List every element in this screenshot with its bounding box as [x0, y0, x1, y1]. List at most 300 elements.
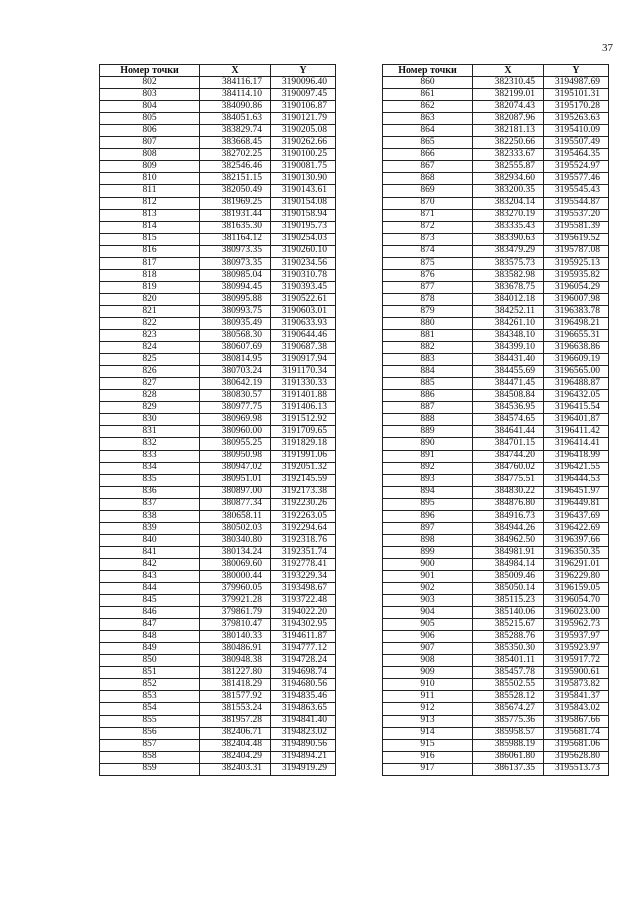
y-cell: 3190644.46	[271, 330, 336, 342]
y-cell: 3195962.73	[544, 619, 609, 631]
y-cell: 3193229.34	[271, 570, 336, 582]
x-cell: 383668.45	[200, 137, 271, 149]
y-cell: 3196449.81	[544, 498, 609, 510]
y-cell: 3191330.33	[271, 378, 336, 390]
table-row	[100, 354, 336, 366]
point-number-cell: 867	[383, 161, 473, 173]
point-number-cell: 854	[100, 703, 200, 715]
point-number-cell: 882	[383, 342, 473, 354]
point-number-cell: 892	[383, 462, 473, 474]
table-row	[383, 197, 609, 209]
table-row	[383, 305, 609, 317]
x-cell: 384981.91	[473, 546, 544, 558]
x-cell: 380502.03	[200, 522, 271, 534]
y-cell: 3196498.21	[544, 317, 609, 329]
x-cell: 384641.44	[473, 426, 544, 438]
point-number-cell: 849	[100, 643, 200, 655]
point-number-cell: 809	[100, 161, 200, 173]
y-cell: 3194823.02	[271, 727, 336, 739]
point-number-cell: 905	[383, 619, 473, 631]
y-cell: 3190081.75	[271, 161, 336, 173]
point-number-cell: 864	[383, 125, 473, 137]
x-cell: 386137.35	[473, 763, 544, 775]
x-cell: 380642.19	[200, 378, 271, 390]
table-row	[383, 317, 609, 329]
table-row	[383, 221, 609, 233]
table-row	[383, 173, 609, 185]
table-row	[383, 378, 609, 390]
point-number-cell: 913	[383, 715, 473, 727]
x-cell: 383479.29	[473, 245, 544, 257]
x-cell: 384944.26	[473, 522, 544, 534]
table-row	[383, 763, 609, 775]
table-row	[383, 486, 609, 498]
point-number-cell: 915	[383, 739, 473, 751]
y-cell: 3190154.08	[271, 197, 336, 209]
table-row	[383, 257, 609, 269]
y-cell: 3192230.26	[271, 498, 336, 510]
point-number-cell: 891	[383, 450, 473, 462]
table-row	[383, 727, 609, 739]
point-number-cell: 856	[100, 727, 200, 739]
table-row	[100, 426, 336, 438]
point-number-cell: 884	[383, 366, 473, 378]
table-row	[383, 233, 609, 245]
x-cell: 380000.44	[200, 570, 271, 582]
point-number-cell: 911	[383, 691, 473, 703]
point-number-cell: 820	[100, 293, 200, 305]
point-number-cell: 832	[100, 438, 200, 450]
x-cell: 385528.12	[473, 691, 544, 703]
y-cell: 3191170.34	[271, 366, 336, 378]
table-row	[100, 378, 336, 390]
y-cell: 3190633.93	[271, 317, 336, 329]
x-cell: 383678.75	[473, 281, 544, 293]
x-cell: 382151.15	[200, 173, 271, 185]
table-row	[383, 691, 609, 703]
table-row	[383, 474, 609, 486]
point-number-cell: 894	[383, 486, 473, 498]
table-row	[383, 293, 609, 305]
y-cell: 3196414.41	[544, 438, 609, 450]
table-row	[100, 679, 336, 691]
x-cell: 380973.35	[200, 257, 271, 269]
y-cell: 3195628.80	[544, 751, 609, 763]
y-cell: 3196418.99	[544, 450, 609, 462]
y-cell: 3191406.13	[271, 402, 336, 414]
y-cell: 3193722.48	[271, 595, 336, 607]
point-number-cell: 899	[383, 546, 473, 558]
y-cell: 3190234.56	[271, 257, 336, 269]
x-cell: 382199.01	[473, 89, 544, 101]
y-cell: 3195170.28	[544, 101, 609, 113]
table-row	[100, 558, 336, 570]
y-cell: 3195867.66	[544, 715, 609, 727]
table-row	[383, 149, 609, 161]
table-row	[383, 522, 609, 534]
header-y: Y	[271, 65, 336, 77]
point-number-cell: 866	[383, 149, 473, 161]
table-row	[383, 619, 609, 631]
table-row	[100, 390, 336, 402]
point-number-cell: 807	[100, 137, 200, 149]
x-cell: 380830.57	[200, 390, 271, 402]
x-cell: 381553.24	[200, 703, 271, 715]
table-row	[100, 583, 336, 595]
table-row	[100, 77, 336, 89]
x-cell: 385288.76	[473, 631, 544, 643]
y-cell: 3195101.31	[544, 89, 609, 101]
point-number-cell: 850	[100, 655, 200, 667]
point-number-cell: 885	[383, 378, 473, 390]
point-number-cell: 872	[383, 221, 473, 233]
x-cell: 384574.65	[473, 414, 544, 426]
x-cell: 380486.91	[200, 643, 271, 655]
y-cell: 3196638.86	[544, 342, 609, 354]
table-row	[100, 89, 336, 101]
y-cell: 3196397.66	[544, 534, 609, 546]
point-number-cell: 837	[100, 498, 200, 510]
y-cell: 3195917.72	[544, 655, 609, 667]
point-number-cell: 897	[383, 522, 473, 534]
y-cell: 3195787.08	[544, 245, 609, 257]
table-row	[100, 173, 336, 185]
y-cell: 3196054.29	[544, 281, 609, 293]
x-cell: 384876.80	[473, 498, 544, 510]
y-cell: 3192294.64	[271, 522, 336, 534]
x-cell: 384261.10	[473, 317, 544, 329]
header-x: X	[473, 65, 544, 77]
point-number-cell: 827	[100, 378, 200, 390]
x-cell: 380069.60	[200, 558, 271, 570]
x-cell: 380977.75	[200, 402, 271, 414]
point-number-cell: 847	[100, 619, 200, 631]
table-row	[383, 426, 609, 438]
y-cell: 3196023.00	[544, 607, 609, 619]
x-cell: 382404.48	[200, 739, 271, 751]
point-number-cell: 890	[383, 438, 473, 450]
x-cell: 380960.00	[200, 426, 271, 438]
point-number-cell: 910	[383, 679, 473, 691]
y-cell: 3194022.20	[271, 607, 336, 619]
point-number-cell: 916	[383, 751, 473, 763]
x-cell: 381577.92	[200, 691, 271, 703]
point-number-cell: 860	[383, 77, 473, 89]
point-number-cell: 869	[383, 185, 473, 197]
y-cell: 3195263.63	[544, 113, 609, 125]
table-row	[383, 342, 609, 354]
x-cell: 384431.40	[473, 354, 544, 366]
x-cell: 383390.63	[473, 233, 544, 245]
y-cell: 3192351.74	[271, 546, 336, 558]
table-header-row	[100, 65, 336, 77]
point-number-cell: 901	[383, 570, 473, 582]
table-row	[100, 619, 336, 631]
point-number-cell: 907	[383, 643, 473, 655]
point-number-cell: 883	[383, 354, 473, 366]
x-cell: 380814.95	[200, 354, 271, 366]
point-number-cell: 909	[383, 667, 473, 679]
point-number-cell: 871	[383, 209, 473, 221]
y-cell: 3195507.49	[544, 137, 609, 149]
point-number-cell: 833	[100, 450, 200, 462]
y-cell: 3190100.25	[271, 149, 336, 161]
x-cell: 384701.15	[473, 438, 544, 450]
y-cell: 3196383.78	[544, 305, 609, 317]
x-cell: 384744.20	[473, 450, 544, 462]
point-number-cell: 865	[383, 137, 473, 149]
table-row	[383, 667, 609, 679]
y-cell: 3195464.35	[544, 149, 609, 161]
table-row	[100, 317, 336, 329]
y-cell: 3194302.95	[271, 619, 336, 631]
y-cell: 3195841.37	[544, 691, 609, 703]
table-row	[100, 546, 336, 558]
x-cell: 380340.80	[200, 534, 271, 546]
y-cell: 3195544.87	[544, 197, 609, 209]
x-cell: 382310.45	[473, 77, 544, 89]
table-row	[100, 281, 336, 293]
x-cell: 382404.29	[200, 751, 271, 763]
table-row	[383, 751, 609, 763]
x-cell: 382934.60	[473, 173, 544, 185]
point-number-cell: 815	[100, 233, 200, 245]
table-row	[100, 667, 336, 679]
y-cell: 3195873.82	[544, 679, 609, 691]
table-row	[383, 101, 609, 113]
x-cell: 382403.31	[200, 763, 271, 775]
point-number-cell: 908	[383, 655, 473, 667]
y-cell: 3190260.10	[271, 245, 336, 257]
y-cell: 3190310.78	[271, 269, 336, 281]
table-row	[100, 438, 336, 450]
point-number-cell: 808	[100, 149, 200, 161]
table-row	[383, 558, 609, 570]
point-number-cell: 873	[383, 233, 473, 245]
y-cell: 3194698.74	[271, 667, 336, 679]
point-number-cell: 874	[383, 245, 473, 257]
y-cell: 3191829.18	[271, 438, 336, 450]
point-number-cell: 822	[100, 317, 200, 329]
table-row	[383, 125, 609, 137]
point-number-cell: 898	[383, 534, 473, 546]
x-cell: 380947.02	[200, 462, 271, 474]
table-row	[383, 462, 609, 474]
y-cell: 3190121.79	[271, 113, 336, 125]
x-cell: 382050.49	[200, 185, 271, 197]
table-row	[383, 89, 609, 101]
point-number-cell: 840	[100, 534, 200, 546]
y-cell: 3192778.41	[271, 558, 336, 570]
x-cell: 385988.19	[473, 739, 544, 751]
coordinates-table-right	[382, 64, 609, 776]
point-number-cell: 889	[383, 426, 473, 438]
y-cell: 3195843.02	[544, 703, 609, 715]
point-number-cell: 893	[383, 474, 473, 486]
point-number-cell: 826	[100, 366, 200, 378]
x-cell: 384830.22	[473, 486, 544, 498]
point-number-cell: 861	[383, 89, 473, 101]
point-number-cell: 853	[100, 691, 200, 703]
point-number-cell: 887	[383, 402, 473, 414]
x-cell: 381931.44	[200, 209, 271, 221]
y-cell: 3194863.65	[271, 703, 336, 715]
y-cell: 3190254.03	[271, 233, 336, 245]
x-cell: 382406.71	[200, 727, 271, 739]
table-row	[100, 113, 336, 125]
x-cell: 380140.33	[200, 631, 271, 643]
table-row	[383, 113, 609, 125]
y-cell: 3195581.39	[544, 221, 609, 233]
point-number-cell: 900	[383, 558, 473, 570]
point-number-cell: 814	[100, 221, 200, 233]
y-cell: 3194841.40	[271, 715, 336, 727]
x-cell: 384116.17	[200, 77, 271, 89]
table-row	[383, 77, 609, 89]
y-cell: 3190158.94	[271, 209, 336, 221]
x-cell: 383575.73	[473, 257, 544, 269]
x-cell: 384962.50	[473, 534, 544, 546]
x-cell: 384051.63	[200, 113, 271, 125]
x-cell: 385050.14	[473, 583, 544, 595]
x-cell: 385009.46	[473, 570, 544, 582]
table-row	[100, 342, 336, 354]
table-row	[100, 137, 336, 149]
x-cell: 384536.95	[473, 402, 544, 414]
point-number-cell: 817	[100, 257, 200, 269]
point-number-cell: 876	[383, 269, 473, 281]
x-cell: 380950.98	[200, 450, 271, 462]
y-cell: 3195925.13	[544, 257, 609, 269]
y-cell: 3196432.05	[544, 390, 609, 402]
x-cell: 380985.04	[200, 269, 271, 281]
table-row	[100, 101, 336, 113]
table-row	[100, 161, 336, 173]
x-cell: 383829.74	[200, 125, 271, 137]
point-number-cell: 834	[100, 462, 200, 474]
x-cell: 380658.11	[200, 510, 271, 522]
table-row	[383, 631, 609, 643]
y-cell: 3196159.05	[544, 583, 609, 595]
y-cell: 3190603.01	[271, 305, 336, 317]
table-row	[100, 522, 336, 534]
y-cell: 3194777.12	[271, 643, 336, 655]
x-cell: 382250.66	[473, 137, 544, 149]
x-cell: 381635.30	[200, 221, 271, 233]
y-cell: 3196350.35	[544, 546, 609, 558]
point-number-cell: 895	[383, 498, 473, 510]
table-row	[383, 655, 609, 667]
table-row	[100, 534, 336, 546]
x-cell: 385140.06	[473, 607, 544, 619]
table-row	[383, 703, 609, 715]
x-cell: 384399.10	[473, 342, 544, 354]
y-cell: 3196451.97	[544, 486, 609, 498]
x-cell: 380993.75	[200, 305, 271, 317]
table-row	[383, 715, 609, 727]
table-row	[100, 269, 336, 281]
x-cell: 384114.10	[200, 89, 271, 101]
x-cell: 384508.84	[473, 390, 544, 402]
point-number-cell: 904	[383, 607, 473, 619]
x-cell: 380995.88	[200, 293, 271, 305]
point-number-cell: 857	[100, 739, 200, 751]
y-cell: 3190522.61	[271, 293, 336, 305]
point-number-cell: 880	[383, 317, 473, 329]
y-cell: 3195619.52	[544, 233, 609, 245]
table-row	[100, 751, 336, 763]
y-cell: 3191401.88	[271, 390, 336, 402]
page-number: 37	[602, 42, 613, 54]
y-cell: 3195410.09	[544, 125, 609, 137]
table-row	[100, 366, 336, 378]
point-number-cell: 903	[383, 595, 473, 607]
y-cell: 3196444.53	[544, 474, 609, 486]
table-row	[383, 643, 609, 655]
x-cell: 385457.78	[473, 667, 544, 679]
point-number-cell: 879	[383, 305, 473, 317]
table-row	[100, 305, 336, 317]
table-row	[383, 739, 609, 751]
table-row	[383, 510, 609, 522]
point-number-cell: 881	[383, 330, 473, 342]
y-cell: 3190106.87	[271, 101, 336, 113]
point-number-cell: 855	[100, 715, 200, 727]
x-cell: 385775.36	[473, 715, 544, 727]
table-row	[383, 402, 609, 414]
point-number-cell: 831	[100, 426, 200, 438]
point-number-cell: 813	[100, 209, 200, 221]
table-row	[100, 655, 336, 667]
point-number-cell: 811	[100, 185, 200, 197]
table-row	[100, 221, 336, 233]
point-number-cell: 863	[383, 113, 473, 125]
x-cell: 379810.47	[200, 619, 271, 631]
y-cell: 3194835.46	[271, 691, 336, 703]
x-cell: 385502.55	[473, 679, 544, 691]
table-row	[100, 149, 336, 161]
point-number-cell: 886	[383, 390, 473, 402]
point-number-cell: 802	[100, 77, 200, 89]
y-cell: 3190917.94	[271, 354, 336, 366]
table-row	[383, 161, 609, 173]
table-row	[383, 245, 609, 257]
point-number-cell: 875	[383, 257, 473, 269]
table-row	[100, 462, 336, 474]
table-row	[383, 330, 609, 342]
x-cell: 385115.23	[473, 595, 544, 607]
table-row	[383, 269, 609, 281]
x-cell: 380703.24	[200, 366, 271, 378]
table-row	[100, 703, 336, 715]
y-cell: 3195900.61	[544, 667, 609, 679]
table-row	[100, 643, 336, 655]
x-cell: 384775.51	[473, 474, 544, 486]
y-cell: 3195513.73	[544, 763, 609, 775]
header-point-number: Номер точки	[100, 65, 200, 77]
x-cell: 384090.86	[200, 101, 271, 113]
point-number-cell: 896	[383, 510, 473, 522]
table-row	[100, 691, 336, 703]
table-row	[383, 354, 609, 366]
x-cell: 381164.12	[200, 233, 271, 245]
point-number-cell: 859	[100, 763, 200, 775]
x-cell: 380994.45	[200, 281, 271, 293]
y-cell: 3190195.73	[271, 221, 336, 233]
table-row	[383, 498, 609, 510]
point-number-cell: 805	[100, 113, 200, 125]
x-cell: 383270.19	[473, 209, 544, 221]
